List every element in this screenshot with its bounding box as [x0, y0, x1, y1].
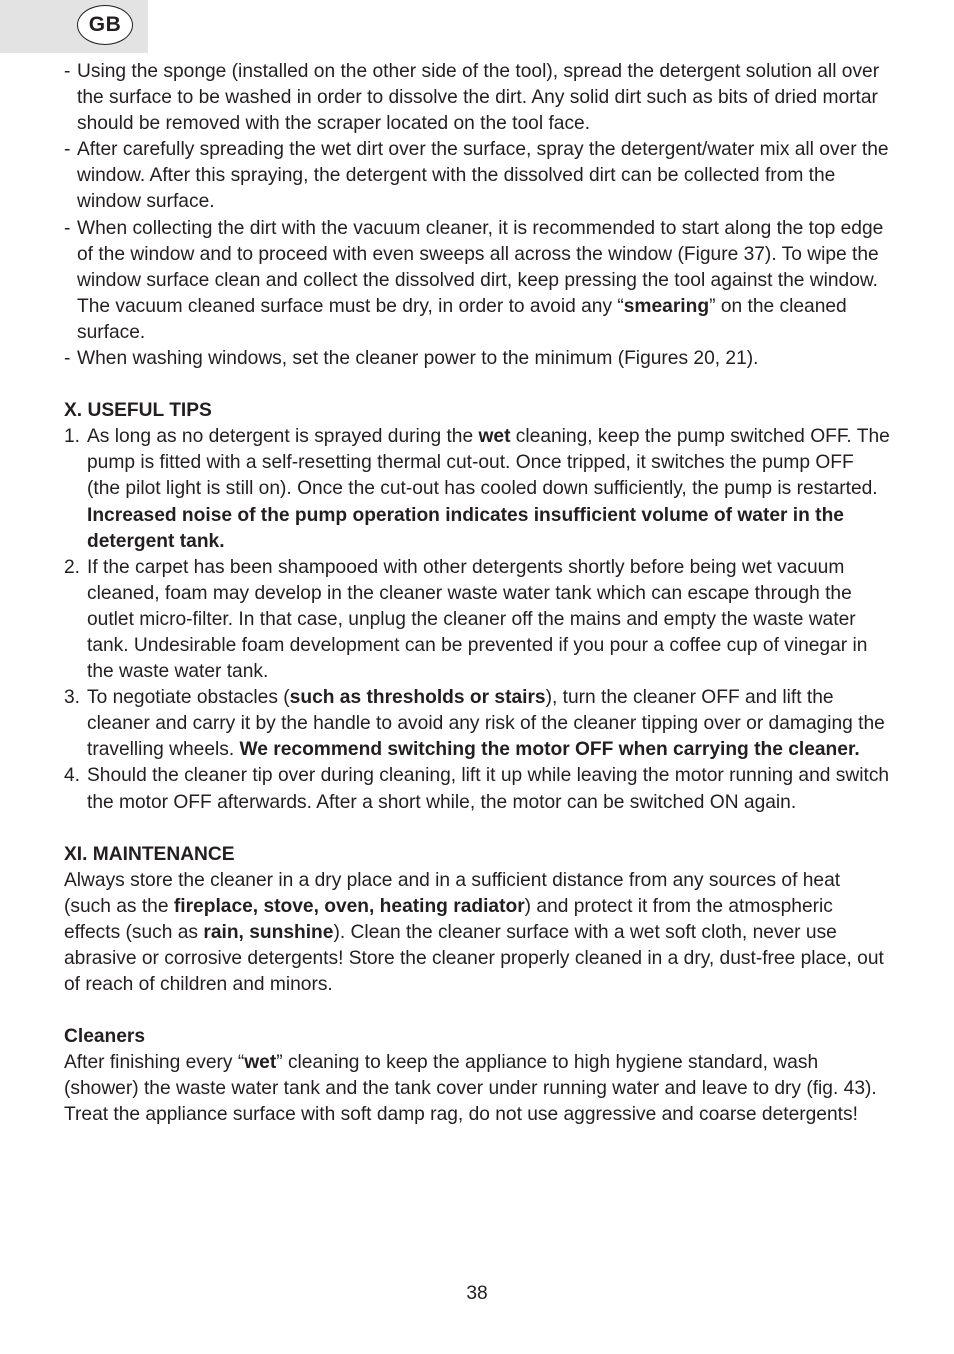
- text-run-bold: smearing: [623, 295, 710, 317]
- page-number: 38: [466, 1283, 488, 1304]
- text-run: ” cleaning to keep the appliance to high hygiene standard, wash (shower) the waste water tank and the tank cover under running water and leave to dry (fig. 43). Treat the appliance surface with soft damp rag, do not use aggressive and coarse detergents!: [64, 1052, 877, 1126]
- list-marker: 2.: [64, 556, 81, 578]
- language-tab: [0, 0, 148, 53]
- text-run-bold: wet: [478, 426, 511, 448]
- cleaners-paragraph: [64, 1050, 890, 1128]
- intro-item: [64, 216, 890, 346]
- text-run-bold: rain, sunshine: [203, 921, 334, 943]
- text-run: Should the cleaner tip over during cleaning, lift it up while leaving the motor running and switch the motor OFF afterwards. After a short while, the motor can be switched ON again.: [87, 765, 890, 813]
- intro-item: [64, 59, 890, 137]
- text-run-bold: such as thresholds or stairs: [289, 687, 546, 709]
- maintenance-heading: XI. MAINTENANCE: [64, 843, 235, 865]
- text-run: Using the sponge (installed on the other side of the tool), spread the detergent solution all over the surface to be washed in order to dissolve the dirt. Any solid dirt such as bits of dried mortar should be removed with the scraper located on the tool face.: [77, 61, 880, 135]
- text-run-bold: We recommend switching the motor OFF when carrying the cleaner.: [239, 739, 860, 761]
- text-run: When collecting the dirt with the vacuum cleaner, it is recommended to start along the top edge of the window and to proceed with even sweeps all across the window (Figure 37). To wipe the window surface clean and collect the dissolved dirt, keep pressing the tool against the window. The vacuum cleaned surface must be dry, in order to avoid any “: [77, 217, 884, 317]
- text-run: Always store the cleaner in a dry place and in a sufficient distance from any sources of heat (such as the: [64, 869, 841, 917]
- list-marker: -: [64, 217, 71, 239]
- text-run: ), turn the cleaner OFF and lift the cleaner and carry it by the handle to avoid any risk of the cleaner tipping over or damaging the travelling wheels.: [87, 687, 885, 761]
- text-run: ) and protect it from the atmospheric effects (such as: [64, 895, 833, 943]
- intro-list: [64, 59, 890, 372]
- list-marker: 4.: [64, 765, 81, 787]
- list-marker: -: [64, 139, 71, 161]
- language-badge: GB: [77, 5, 133, 45]
- list-marker: -: [64, 61, 71, 82]
- text-run-bold: Increased noise of the pump operation indicates insufficient volume of water in the detergent tank.: [87, 504, 844, 552]
- text-run: As long as no detergent is sprayed during the: [87, 426, 479, 448]
- tip-item: [64, 424, 890, 554]
- tip-item: [64, 763, 890, 815]
- page-content: [64, 59, 890, 1129]
- intro-item: [64, 346, 890, 372]
- text-run: ” on the cleaned surface.: [77, 295, 847, 343]
- text-run-bold: fireplace, stove, oven, heating radiator: [173, 895, 525, 917]
- text-run-bold: wet: [244, 1052, 277, 1074]
- useful-tips-list: [64, 424, 890, 815]
- text-run: cleaning, keep the pump switched OFF. The pump is fitted with a self-resetting thermal cut-out. Once tripped, it switches the pump OFF (the pilot light is still on). Once the cut-out has cooled down sufficiently, the pump is restarted.: [87, 426, 890, 500]
- maintenance-paragraph: [64, 868, 890, 998]
- tip-item: [64, 555, 890, 685]
- list-marker: -: [64, 348, 71, 370]
- text-run: To negotiate obstacles (: [87, 687, 290, 709]
- useful-tips-heading: X. USEFUL TIPS: [64, 400, 212, 422]
- tip-item: [64, 685, 890, 763]
- text-run: ). Clean the cleaner surface with a wet soft cloth, never use abrasive or corrosive detergents! Store the cleaner properly cleaned in a dry, dust-free place, out of reach of children and minors.: [64, 921, 884, 996]
- text-run: After carefully spreading the wet dirt over the surface, spray the detergent/water mix all over the window. After this spraying, the detergent with the dissolved dirt can be collected from the window surface.: [77, 139, 889, 213]
- text-run: When washing windows, set the cleaner power to the minimum (Figures 20, 21).: [77, 348, 759, 370]
- list-marker: 1.: [64, 426, 81, 448]
- list-marker: 3.: [64, 687, 81, 709]
- intro-item: [64, 137, 890, 215]
- cleaners-heading: Cleaners: [64, 1026, 146, 1048]
- text-run: After finishing every “: [64, 1052, 245, 1074]
- text-run: If the carpet has been shampooed with other detergents shortly before being wet vacuum cleaned, foam may develop in the cleaner waste water tank which can escape through the outlet micro-filter. In that case, unplug the cleaner off the mains and empty the waste water tank. Undesirable foam development can be prevented if you pour a coffee cup of vinegar in the waste water tank.: [87, 556, 868, 683]
